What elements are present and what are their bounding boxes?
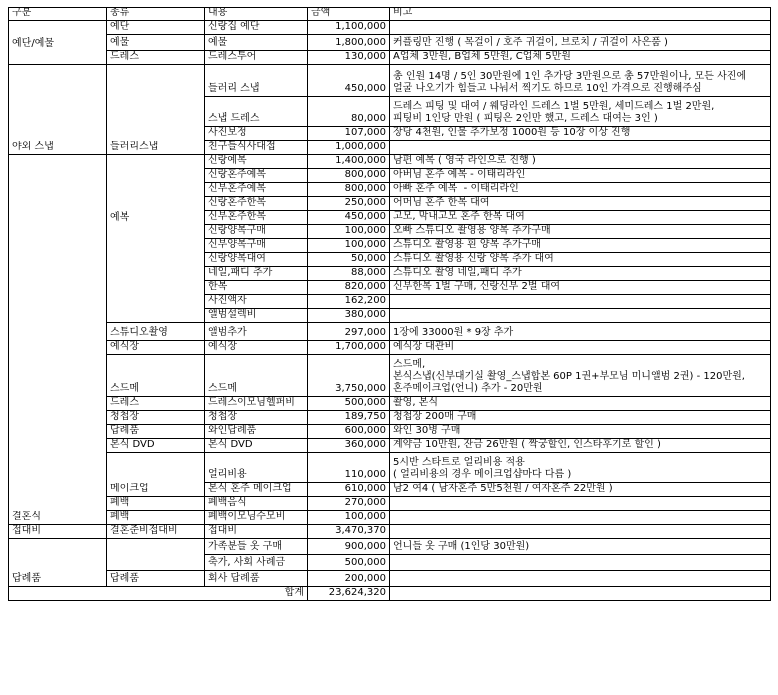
row-content: 접대비 [205, 525, 308, 539]
row-amount: 600,000 [308, 425, 390, 439]
row-category [8, 397, 107, 411]
row-content: 신랑양복구매 [205, 225, 308, 239]
row-content: 드레스투어 [205, 51, 308, 65]
row-type: 드레스 [107, 51, 205, 65]
row-content: 신랑혼주예복 [205, 169, 308, 183]
row-type [107, 65, 205, 97]
row-note: 드레스 피팅 및 대여 / 웨딩라인 드레스 1벌 5만원, 세미드레스 1벌 2만원, 피팅비 1인당 만원 ( 피팅은 2인만 했고, 드레스 대여는 3인 ) [390, 97, 771, 127]
row-content: 예식장 [205, 341, 308, 355]
row-category [8, 323, 107, 341]
row-amount: 800,000 [308, 169, 390, 183]
row-note: 예식장 대관비 [390, 341, 771, 355]
row-category: 답례품 [8, 571, 107, 587]
row-amount: 297,000 [308, 323, 390, 341]
row-category [8, 197, 107, 211]
row-content: 신랑예복 [205, 155, 308, 169]
row-amount: 100,000 [308, 511, 390, 525]
row-note: 스튜디오 촬영 네일,패디 추가 [390, 267, 771, 281]
row-type: 스드메 [107, 355, 205, 397]
row-category [8, 211, 107, 225]
row-type: 답례품 [107, 425, 205, 439]
row-content: 신부양복구매 [205, 239, 308, 253]
row-note: 장당 4천원, 인물 추가보정 1000원 등 10장 이상 진행 [390, 127, 771, 141]
row-amount: 800,000 [308, 183, 390, 197]
total-label: 합계 [8, 587, 308, 601]
row-note: A업체 3만원, B업체 5만원, C업체 5만원 [390, 51, 771, 65]
row-note: 아버님 혼주 예복 - 이태리라인 [390, 169, 771, 183]
row-amount: 1,000,000 [308, 141, 390, 155]
row-content: 들러리 스냅 [205, 65, 308, 97]
row-amount: 100,000 [308, 239, 390, 253]
row-content: 본식 혼주 메이크업 [205, 483, 308, 497]
row-amount: 250,000 [308, 197, 390, 211]
row-category [8, 127, 107, 141]
row-category [8, 295, 107, 309]
header-type: 종류 [107, 7, 205, 21]
row-type [107, 281, 205, 295]
row-category [8, 355, 107, 397]
row-category [8, 309, 107, 323]
row-type: 메이크업 [107, 483, 205, 497]
row-note: 남편 예복 ( 영국 라인으로 진행 ) [390, 155, 771, 169]
row-note: 아빠 혼주 예복 - 이태리라인 [390, 183, 771, 197]
row-category [8, 51, 107, 65]
row-amount: 450,000 [308, 211, 390, 225]
row-type [107, 155, 205, 169]
row-content: 회사 답례품 [205, 571, 308, 587]
row-type [107, 453, 205, 483]
row-type [107, 225, 205, 239]
row-category [8, 267, 107, 281]
row-content: 앨범추가 [205, 323, 308, 341]
row-note: 1장에 33000원 * 9장 추가 [390, 323, 771, 341]
row-category [8, 439, 107, 453]
row-type [107, 539, 205, 555]
row-note [390, 309, 771, 323]
total-amount: 23,624,320 [308, 587, 390, 601]
row-type: 예식장 [107, 341, 205, 355]
row-note: 청첩장 200매 구매 [390, 411, 771, 425]
row-note: 스드메, 본식스냅(신부대기실 촬영_스냅합본 60P 1권+부모님 미니앨범 2권) - 120만원, 혼주메이크업(언니) 추가 - 20만원 [390, 355, 771, 397]
row-amount: 107,000 [308, 127, 390, 141]
row-category [8, 97, 107, 127]
row-amount: 360,000 [308, 439, 390, 453]
row-note: 남2 여4 ( 남자혼주 5만5천원 / 여자혼주 22만원 ) [390, 483, 771, 497]
row-category: 접대비 [8, 525, 107, 539]
row-note: 계약금 10만원, 잔금 26만원 ( 짝궁할인, 인스타후기로 할인 ) [390, 439, 771, 453]
row-category [8, 21, 107, 35]
row-amount: 50,000 [308, 253, 390, 267]
row-content: 본식 DVD [205, 439, 308, 453]
row-category [8, 453, 107, 483]
row-type: 폐백 [107, 497, 205, 511]
row-type: 결혼준비접대비 [107, 525, 205, 539]
row-category [8, 281, 107, 295]
header-note: 비고 [390, 7, 771, 21]
row-content: 신랑양복대여 [205, 253, 308, 267]
row-amount: 820,000 [308, 281, 390, 295]
row-amount: 80,000 [308, 97, 390, 127]
row-category: 야외 스냅 [8, 141, 107, 155]
row-type [107, 127, 205, 141]
row-category: 결혼식 [8, 511, 107, 525]
row-type [107, 183, 205, 197]
row-amount: 1,800,000 [308, 35, 390, 51]
row-amount: 3,470,370 [308, 525, 390, 539]
row-note: 스튜디오 촬영용 흰 양복 추가구매 [390, 239, 771, 253]
row-note: 커플링만 진행 ( 목걸이 / 호주 귀걸이, 브로치 / 귀걸이 사은품 ) [390, 35, 771, 51]
row-content: 스냅 드레스 [205, 97, 308, 127]
row-type [107, 253, 205, 267]
row-type: 예복 [107, 211, 205, 225]
row-content: 사진액자 [205, 295, 308, 309]
row-content: 청첩장 [205, 411, 308, 425]
row-type: 청첩장 [107, 411, 205, 425]
row-note: 스튜디오 촬영용 신랑 양복 추가 대여 [390, 253, 771, 267]
row-type [107, 239, 205, 253]
row-content: 신랑집 예단 [205, 21, 308, 35]
row-category [8, 239, 107, 253]
row-content: 스드메 [205, 355, 308, 397]
row-content: 가족분들 옷 구매 [205, 539, 308, 555]
row-category [8, 425, 107, 439]
row-type [107, 267, 205, 281]
row-note: 총 인원 14명 / 5인 30만원에 1인 추가당 3만원으로 총 57만원이나, 모든 사진에 얼굴 나오기가 힘들고 나눠서 찍기도 하므로 10인 가격으로 진행해주심 [390, 65, 771, 97]
row-amount: 1,700,000 [308, 341, 390, 355]
row-amount: 500,000 [308, 397, 390, 411]
row-category [8, 483, 107, 497]
row-amount: 380,000 [308, 309, 390, 323]
row-amount: 189,750 [308, 411, 390, 425]
row-content: 얼리비용 [205, 453, 308, 483]
row-content: 예물 [205, 35, 308, 51]
row-type: 폐백 [107, 511, 205, 525]
row-amount: 610,000 [308, 483, 390, 497]
row-category [8, 169, 107, 183]
row-type: 들러리스냅 [107, 141, 205, 155]
row-content: 폐백음식 [205, 497, 308, 511]
row-note [390, 497, 771, 511]
row-note [390, 511, 771, 525]
row-amount: 88,000 [308, 267, 390, 281]
row-type: 스튜디오촬영 [107, 323, 205, 341]
row-content: 폐백이모님수모비 [205, 511, 308, 525]
row-category [8, 253, 107, 267]
row-note: 어머님 혼주 한복 대여 [390, 197, 771, 211]
row-category [8, 155, 107, 169]
row-content: 드레스이모님헬퍼비 [205, 397, 308, 411]
row-category [8, 497, 107, 511]
row-note: 언니들 옷 구매 (1인당 30만원) [390, 539, 771, 555]
row-type [107, 295, 205, 309]
row-note [390, 571, 771, 587]
row-content: 축가, 사회 사례금 [205, 555, 308, 571]
row-note: 신부한복 1벌 구매, 신랑신부 2벌 대여 [390, 281, 771, 295]
row-type: 예물 [107, 35, 205, 51]
row-content: 한복 [205, 281, 308, 295]
row-amount: 200,000 [308, 571, 390, 587]
row-note [390, 141, 771, 155]
row-amount: 162,200 [308, 295, 390, 309]
row-amount: 1,100,000 [308, 21, 390, 35]
row-amount: 110,000 [308, 453, 390, 483]
row-category [8, 341, 107, 355]
row-note [390, 525, 771, 539]
row-type [107, 555, 205, 571]
row-note: 5시반 스타트로 얼리비용 적용 ( 얼리비용의 경우 메이크업샵마다 다름 ) [390, 453, 771, 483]
row-category [8, 555, 107, 571]
row-note [390, 295, 771, 309]
row-type: 드레스 [107, 397, 205, 411]
row-category [8, 183, 107, 197]
row-category: 예단/예물 [8, 35, 107, 51]
row-amount: 500,000 [308, 555, 390, 571]
row-amount: 900,000 [308, 539, 390, 555]
row-note [390, 555, 771, 571]
row-type: 본식 DVD [107, 439, 205, 453]
header-category: 구분 [8, 7, 107, 21]
row-type: 예단 [107, 21, 205, 35]
row-amount: 3,750,000 [308, 355, 390, 397]
row-category [8, 65, 107, 97]
row-note: 촬영, 본식 [390, 397, 771, 411]
header-content: 내용 [205, 7, 308, 21]
row-content: 신부혼주예복 [205, 183, 308, 197]
row-note [390, 21, 771, 35]
row-amount: 100,000 [308, 225, 390, 239]
row-content: 친구들식사대접 [205, 141, 308, 155]
row-type [107, 169, 205, 183]
row-amount: 450,000 [308, 65, 390, 97]
row-type [107, 97, 205, 127]
row-type [107, 309, 205, 323]
row-content: 사진보정 [205, 127, 308, 141]
header-amount: 금액 [308, 7, 390, 21]
row-content: 신랑혼주한복 [205, 197, 308, 211]
row-content: 앨범설렉비 [205, 309, 308, 323]
row-content: 네일,패디 추가 [205, 267, 308, 281]
row-amount: 1,400,000 [308, 155, 390, 169]
row-note: 고모, 막내고모 혼주 한복 대여 [390, 211, 771, 225]
row-note: 와인 30병 구매 [390, 425, 771, 439]
row-category [8, 411, 107, 425]
row-content: 와인답례품 [205, 425, 308, 439]
row-type [107, 197, 205, 211]
row-category [8, 225, 107, 239]
row-category [8, 539, 107, 555]
total-note [390, 587, 771, 601]
row-amount: 270,000 [308, 497, 390, 511]
row-amount: 130,000 [308, 51, 390, 65]
row-type: 답례품 [107, 571, 205, 587]
row-content: 신부혼주한복 [205, 211, 308, 225]
row-note: 오빠 스튜디오 촬영용 양복 추가구매 [390, 225, 771, 239]
